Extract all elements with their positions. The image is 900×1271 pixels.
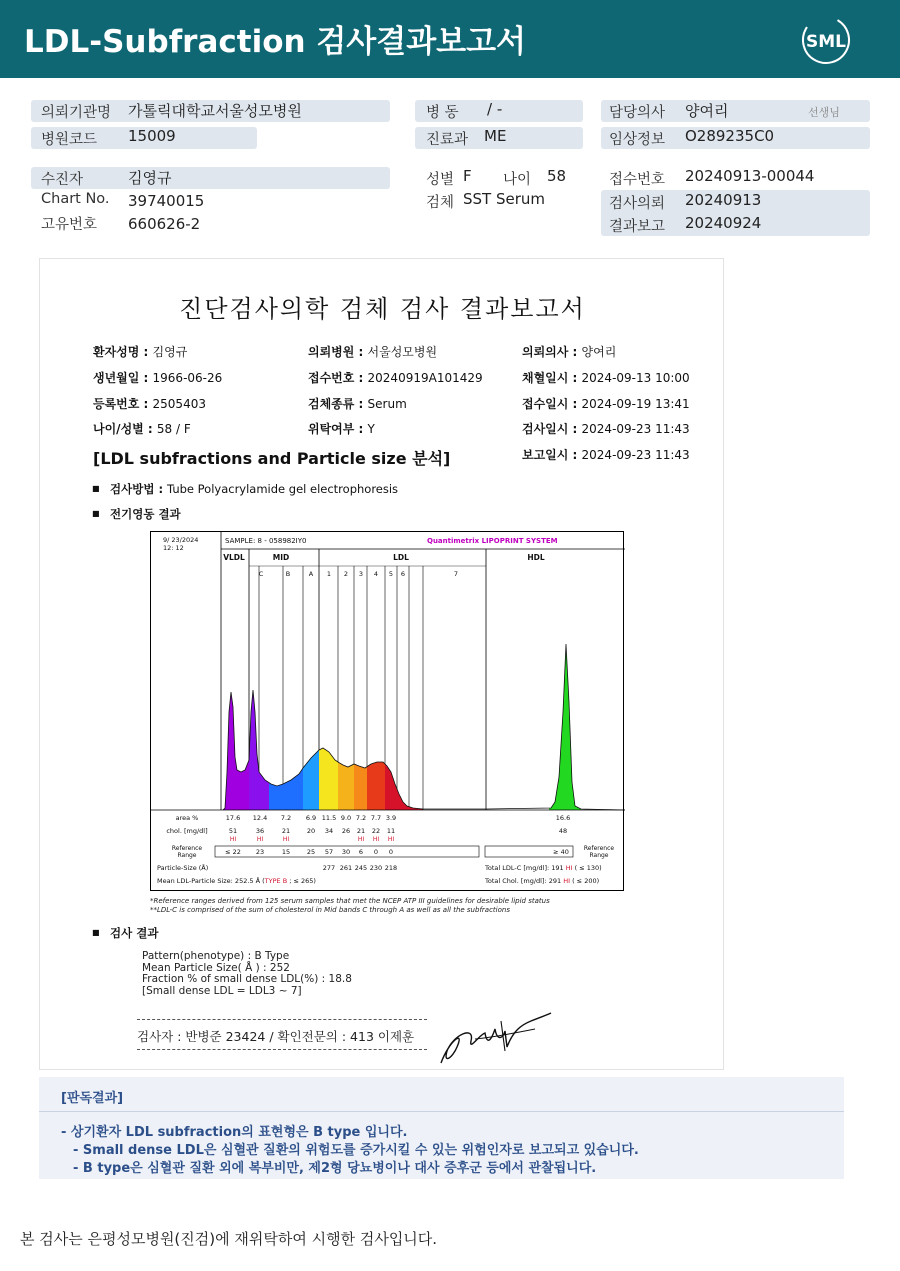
report-field-hospital: 의뢰병원 : 서울성모병원 [308, 345, 438, 359]
chart-ref-value: 30 [341, 848, 351, 856]
chart-area-value: 9.0 [340, 814, 352, 822]
chart-hi-flag: HI [256, 836, 264, 843]
chart-psize-value: 245 [354, 864, 368, 872]
chart-ref-label: Range [589, 852, 609, 859]
unique-id-value: 660626-2 [128, 215, 201, 233]
age-value: 58 [547, 167, 567, 185]
electrophoresis-heading: ■ 전기영동 결과 [110, 506, 181, 522]
chart-chol-value: 22 [371, 827, 381, 835]
judgement-title: [판독결과] [61, 1091, 124, 1106]
chart-no-label: Chart No. [41, 191, 110, 207]
chart-area-value: 16.6 [555, 814, 571, 822]
report-image [39, 258, 724, 1070]
chart-band-label: A [308, 570, 314, 578]
chart-fraction-area [319, 748, 338, 810]
chart-band-label: B [285, 570, 291, 578]
judgement-item: - Small dense LDL은 심혈관 질환의 위험도를 증가시킬 수 있는 위험인자로 보고되고 있습니다. [73, 1143, 639, 1158]
chart-fraction-area [303, 750, 319, 810]
specimen-label: 검체 [426, 195, 455, 211]
method-line: ■ 검사방법 : Tube Polyacrylamide gel electrophoresis [110, 481, 398, 497]
chart-ref-value: 0 [373, 848, 379, 856]
chart-group-label: VLDL [223, 553, 245, 562]
section-title: [LDL subfractions and Particle size 분석] [93, 449, 451, 468]
signature-divider [137, 1019, 427, 1020]
doctor-value: 양여리 [685, 102, 729, 120]
report-field-receive-time: 접수일시 : 2024-09-19 13:41 [522, 397, 690, 411]
chart-area-value: 12.4 [252, 814, 268, 822]
judgement-item: - 상기환자 LDL subfraction의 표현형은 B type 입니다. [61, 1125, 408, 1140]
header-bar [0, 0, 900, 78]
chart-fraction-area [223, 692, 249, 810]
ward-value: / - [487, 100, 503, 118]
info-row-bg [31, 167, 390, 189]
dept-label: 진료과 [426, 132, 469, 148]
doctor-label: 담당의사 [609, 105, 666, 121]
chart-ref-value: ≤ 22 [225, 848, 241, 856]
chart-area-value: 17.6 [225, 814, 241, 822]
chart-psize-value: 218 [384, 864, 398, 872]
report-field-test-time: 검사일시 : 2024-09-23 11:43 [522, 422, 690, 436]
chart-chol-value: 26 [341, 827, 351, 835]
age-label: 나이 [503, 172, 532, 188]
chart-area-label: area % [175, 814, 199, 822]
result-line: Mean Particle Size( Å ) : 252 [142, 961, 290, 974]
chart-hi-flag: HI [372, 836, 380, 843]
patient-label: 수진자 [41, 172, 84, 188]
chart-svg [151, 532, 625, 892]
clinical-value: O289235C0 [685, 127, 775, 145]
chart-psize-value: 277 [322, 864, 336, 872]
chart-total-chol: Total Chol. [mg/dl]: 291 HI ( ≤ 200) [485, 877, 600, 885]
result-heading: ■ 검사 결과 [110, 925, 158, 941]
chart-chol-value: 21 [356, 827, 366, 835]
chart-band-label: 6 [400, 570, 406, 578]
chart-chol-value: 51 [228, 827, 238, 835]
chart-notes [150, 897, 550, 915]
chart-hi-flag: HI [229, 836, 237, 843]
signature-divider [137, 1049, 427, 1050]
chart-ref-label: Range [177, 852, 197, 859]
chart-band-label: 2 [343, 570, 349, 578]
chart-brand: Quantimetrix LIPOPRINT SYSTEM [427, 537, 558, 545]
chart-ref-value: 57 [324, 848, 334, 856]
chart-area-value: 7.2 [355, 814, 367, 822]
report-field-report-time: 보고일시 : 2024-09-23 11:43 [522, 448, 690, 462]
hospital-code-label: 병원코드 [41, 132, 98, 148]
result-line: [Small dense LDL = LDL3 ~ 7] [142, 984, 302, 997]
report-title: 진단검사의학 검체 검사 결과보고서 [179, 295, 586, 323]
requested-label: 검사의뢰 [609, 196, 666, 212]
chart-note-1: *Reference ranges derived from 125 serum samples that met the NCEP ATP III guidelines for desirable lipid status [150, 897, 550, 905]
chart-chol-value: 36 [255, 827, 265, 835]
page-title: LDL-Subfraction 검사결과보고서 [24, 24, 526, 60]
chart-group-label: LDL [393, 553, 409, 562]
report-field-specimen: 검체종류 : Serum [308, 397, 407, 411]
report-field-draw-time: 채혈일시 : 2024-09-13 10:00 [522, 371, 690, 385]
chart-group-label: MID [272, 553, 290, 562]
chart-band-label: 5 [388, 570, 394, 578]
chart-date: 9/ 23/2024 [163, 536, 199, 544]
chart-ref-value: ≥ 40 [553, 848, 569, 856]
report-field-accession: 접수번호 : 20240919A101429 [308, 371, 483, 385]
chart-chol-value: 34 [324, 827, 334, 835]
chart-total-ldl: Total LDL-C [mg/dl]: 191 HI ( ≤ 130) [485, 864, 602, 872]
chart-ref-label: Reference [171, 845, 203, 852]
chart-no-value: 39740015 [128, 192, 205, 210]
chart-band-label: 1 [326, 570, 332, 578]
chart-area-value: 6.9 [305, 814, 317, 822]
result-list [142, 951, 352, 997]
chart-ref-value: 23 [255, 848, 265, 856]
footer-note: 본 검사는 은평성모병원(진검)에 재위탁하여 시행한 검사입니다. [20, 1230, 438, 1248]
report-field-registration: 등록번호 : 2505403 [93, 397, 206, 411]
doctor-suffix: 선생님 [808, 106, 840, 119]
chart-hi-flag: HI [387, 836, 395, 843]
chart-band-label: C [258, 570, 264, 578]
chart-area-value: 11.5 [321, 814, 337, 822]
specimen-value: SST Serum [463, 190, 546, 208]
result-line: Fraction % of small dense LDL(%) : 18.8 [142, 973, 352, 985]
chart-note-2: **LDL-C is comprised of the sum of cholesterol in Mid bands C through A as well as all the subfractions [150, 906, 510, 914]
unique-id-label: 고유번호 [41, 217, 98, 233]
logo-text: SML [806, 32, 846, 52]
chart-fraction-area [367, 762, 385, 810]
sex-value: F [463, 167, 472, 185]
dept-value: ME [484, 127, 507, 145]
report-field-outsourced: 위탁여부 : Y [308, 422, 375, 436]
patient-value: 김영규 [128, 169, 172, 187]
chart-fraction-area [354, 764, 367, 810]
chart-chol-value: 11 [386, 827, 396, 835]
requester-value: 가톨릭대학교서울성모병원 [128, 102, 302, 120]
chart-band-label: 4 [373, 570, 379, 578]
chart-ref-value: 15 [281, 848, 291, 856]
report-field-name: 환자성명 : 김영규 [93, 345, 188, 359]
handwritten-signature-icon [435, 1011, 555, 1069]
judgement-divider [39, 1111, 844, 1112]
signature-text: 검사자 : 반병준 23424 / 확인전문의 : 413 이제훈 [137, 1029, 415, 1044]
reported-label: 결과보고 [609, 219, 666, 235]
chart-fraction-area [269, 768, 303, 810]
chart-chol-value: 20 [306, 827, 316, 835]
chart-chol-value: 21 [281, 827, 291, 835]
hospital-code-value: 15009 [128, 127, 176, 145]
chart-hi-flag: HI [282, 836, 290, 843]
receipt-label: 접수번호 [609, 172, 666, 188]
chart-hi-flag: HI [357, 836, 365, 843]
report-field-dob: 생년월일 : 1966-06-26 [93, 371, 223, 385]
clinical-label: 임상정보 [609, 132, 666, 148]
chart-time: 12: 12 [163, 544, 184, 552]
chart-mean-size: Mean LDL-Particle Size: 252.5 Å (TYPE B ; ≤ 265) [157, 877, 316, 885]
ward-label: 병 동 [426, 105, 459, 121]
report-field-doctor: 의뢰의사 : 양여리 [522, 345, 617, 359]
judgement-panel [39, 1077, 844, 1179]
chart-ref-value: 6 [358, 848, 364, 856]
chart-chol-label: chol. [mg/dl] [166, 827, 208, 835]
sex-label: 성별 [426, 172, 455, 188]
reported-value: 20240924 [685, 214, 762, 232]
receipt-value: 20240913-00044 [685, 167, 815, 185]
chart-ref-value: 25 [306, 848, 316, 856]
chart-fraction-area [338, 762, 354, 810]
chart-psize-value: 230 [369, 864, 383, 872]
lipoprint-chart [150, 531, 624, 891]
chart-area-value: 3.9 [385, 814, 397, 822]
chart-ref-value: 0 [388, 848, 394, 856]
chart-ref-label: Reference [583, 845, 615, 852]
chart-area-value: 7.7 [370, 814, 382, 822]
chart-band-label: 7 [453, 570, 459, 578]
report-field-age-sex: 나이/성별 : 58 / F [93, 422, 191, 436]
requester-label: 의뢰기관명 [41, 105, 112, 121]
chart-chol-value: 48 [558, 827, 568, 835]
chart-band-label: 3 [358, 570, 364, 578]
chart-psize-value: 261 [339, 864, 353, 872]
judgement-item: - B type은 심혈관 질환 외에 복부비만, 제2형 당뇨병이나 대사 증후군 등에서 관찰됩니다. [73, 1161, 597, 1176]
result-line: Pattern(phenotype) : B Type [142, 950, 290, 962]
chart-psize-label: Particle-Size (Å) [157, 864, 209, 872]
chart-area-value: 7.2 [280, 814, 292, 822]
sml-logo-icon [800, 14, 852, 66]
chart-group-label: HDL [527, 553, 545, 562]
requested-value: 20240913 [685, 191, 762, 209]
chart-sample: SAMPLE: 8 - 058982IY0 [225, 537, 307, 545]
